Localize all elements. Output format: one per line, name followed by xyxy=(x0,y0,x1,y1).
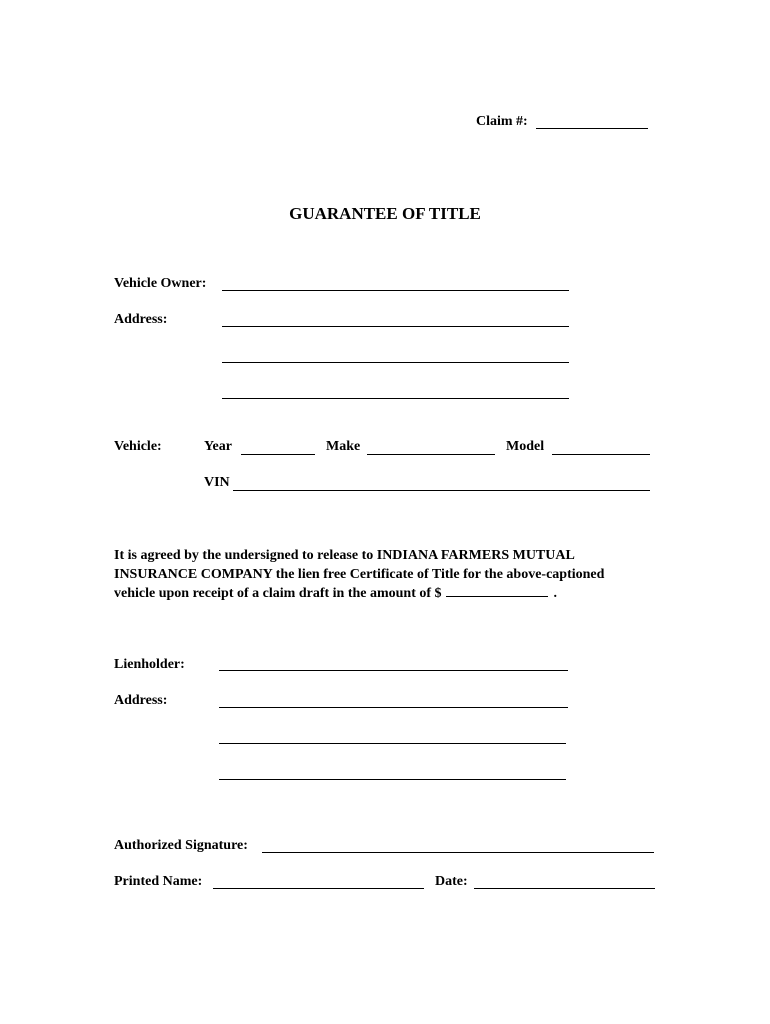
lienholder-label: Lienholder: xyxy=(114,657,185,672)
owner-address-label: Address: xyxy=(114,312,168,327)
make-label: Make xyxy=(326,439,361,454)
model-label: Model xyxy=(506,439,545,454)
vehicle-owner-field[interactable] xyxy=(222,290,569,291)
claim-number-field[interactable] xyxy=(536,128,648,129)
authorized-signature-field[interactable] xyxy=(262,852,654,853)
year-label: Year xyxy=(204,439,232,454)
printed-name-label: Printed Name: xyxy=(114,874,203,889)
claim-label: Claim #: xyxy=(476,114,528,129)
lienholder-field[interactable] xyxy=(219,670,568,671)
vehicle-label: Vehicle: xyxy=(114,439,162,454)
vin-label: VIN xyxy=(204,475,230,490)
lienholder-address-label: Address: xyxy=(114,693,168,708)
model-field[interactable] xyxy=(552,454,650,455)
make-field[interactable] xyxy=(367,454,495,455)
owner-address-field-2[interactable] xyxy=(222,362,569,363)
agreement-line-3-period: . xyxy=(553,586,558,601)
year-field[interactable] xyxy=(241,454,315,455)
owner-address-field-1[interactable] xyxy=(222,326,569,327)
owner-address-field-3[interactable] xyxy=(222,398,569,399)
lienholder-address-field-2[interactable] xyxy=(219,743,566,744)
date-field[interactable] xyxy=(474,888,655,889)
lienholder-address-field-3[interactable] xyxy=(219,779,566,780)
agreement-line-1: It is agreed by the undersigned to release to INDIANA FARMERS MUTUAL xyxy=(114,548,575,563)
vin-field[interactable] xyxy=(233,490,650,491)
authorized-signature-label: Authorized Signature: xyxy=(114,838,248,853)
agreement-paragraph xyxy=(114,546,654,603)
printed-name-field[interactable] xyxy=(213,888,424,889)
agreement-line-3-text: vehicle upon receipt of a claim draft in the amount of $ xyxy=(114,586,442,601)
agreement-line-2: INSURANCE COMPANY the lien free Certificate of Title for the above-captioned xyxy=(114,567,605,582)
vehicle-owner-label: Vehicle Owner: xyxy=(114,276,207,291)
page-title: GUARANTEE OF TITLE xyxy=(289,204,481,223)
date-label: Date: xyxy=(435,874,468,889)
agreement-line-3 xyxy=(114,584,654,603)
lienholder-address-field-1[interactable] xyxy=(219,707,568,708)
claim-draft-amount-field[interactable] xyxy=(446,584,548,597)
